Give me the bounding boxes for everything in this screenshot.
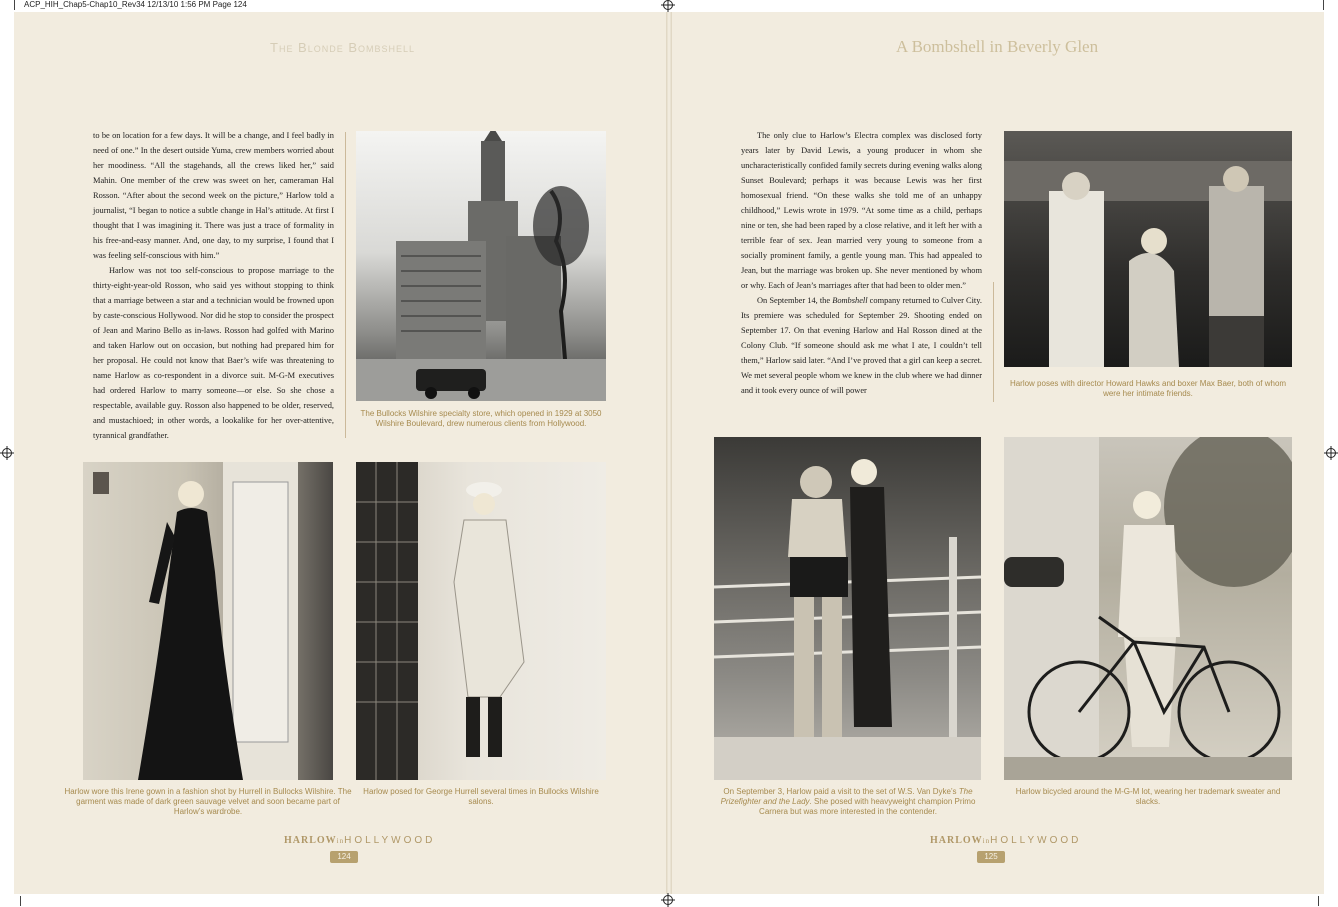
footer-brand-main-left: HARLOW	[284, 835, 337, 846]
right-body-text	[741, 128, 982, 398]
caption-boxing-before: On September 3, Harlow paid a visit to the set of W.S. Van Dyke’s	[723, 787, 957, 796]
footer-brand-in-left: in	[336, 837, 345, 845]
right-paragraph-2-after: company returned to Culver City. Its premiere was scheduled for September 29. Shooting ended on September 17. On that evening Harlow and Hal Rosson dined at the Colony Club. “If someone should ask me what I ate, I couldn’t tell them,” Harlow said later. “And I’ve proved that a girl can keep a secret. We met several people whom we knew in the club where we had dinner and it took every ounce of will power	[741, 296, 982, 395]
caption-boxing	[712, 787, 984, 817]
running-head-right: A Bombshell in Beverly Glen	[896, 37, 1099, 56]
column-rule-right	[993, 282, 994, 402]
caption-gown: Harlow wore this Irene gown in a fashion shot by Hurrell in Bullocks Wilshire. The garment was made of dark green sauvage velvet and soon became part of Harlow’s wardrobe.	[64, 787, 352, 816]
footer-brand-in-right: in	[982, 837, 991, 845]
footer-brand-left	[284, 835, 435, 846]
left-body-text	[93, 128, 334, 443]
registration-mark-top	[661, 0, 675, 12]
photo-hawks-baer	[1004, 131, 1292, 367]
folio-left: 124	[330, 851, 358, 863]
registration-mark-left	[0, 446, 14, 460]
right-paragraph-2-before: On September 14, the	[757, 296, 833, 305]
caption-boxing-after: . She posed with heavyweight champion Primo Carnera but was more interested in the contender.	[759, 797, 976, 816]
photo-trench-coat	[356, 462, 606, 780]
crop-mark-bottom-right	[1318, 896, 1319, 906]
photo-irene-gown	[83, 462, 333, 780]
print-slug: ACP_HIH_Chap5-Chap10_Rev34 12/13/10 1:56 PM Page 124	[24, 0, 247, 9]
caption-bicycle: Harlow bicycled around the M-G-M lot, wearing her trademark sweater and slacks.	[1015, 787, 1281, 806]
trench-coat-illustration	[356, 462, 606, 780]
photo-bullocks-wilshire	[356, 131, 606, 401]
caption-bullocks: The Bullocks Wilshire specialty store, which opened in 1929 at 3050 Wilshire Boulevard, drew numerous clients from Hollywood.	[360, 409, 602, 428]
bicycle-illustration	[1004, 437, 1292, 780]
film-title-bombshell: Bombshell	[832, 296, 868, 305]
caption-hawks: Harlow poses with director Howard Hawks and boxer Max Baer, both of whom were her intimate friends.	[1009, 379, 1287, 398]
gown-illustration	[83, 462, 333, 780]
hawks-baer-illustration	[1004, 131, 1292, 367]
photo-boxing-ring	[714, 437, 981, 780]
running-head-left: The Blonde Bombshell	[270, 40, 416, 55]
spine-gutter	[666, 12, 672, 894]
crop-mark-bottom-left	[20, 896, 21, 906]
registration-mark-bottom	[661, 893, 675, 907]
folio-right: 125	[977, 851, 1005, 863]
crop-mark-top-left	[14, 0, 15, 10]
photo-bicycle	[1004, 437, 1292, 780]
caption-trench: Harlow posed for George Hurrell several times in Bullocks Wilshire salons.	[363, 787, 599, 806]
boxing-ring-illustration	[714, 437, 981, 780]
footer-brand-place-left: HOLLYWOOD	[344, 835, 436, 846]
left-paragraph-2: Harlow was not too self-conscious to propose marriage to the thirty-eight-year-old Rosson, who said yes without stopping to think that a marriage between a star and a technician would be frowned upon by caste-conscious Hollywood. Nor did he stop to consider the prospect of Jean and Marino Bello as in-laws. Rosson had golfed with Marino and taken Harlow out on occasion, but nothing had prepared him for her proposal. He could not know that Baer’s wife was threatening to name Harlow as co-respondent in a divorce suit. M-G-M executives had ordered Harlow to marry someone—or else. So she chose a respectable, available guy. Rosson also happened to be older, reserved, and mustachioed; in other words, a lookalike for her over-attentive, tyrannical grandfather.	[93, 266, 334, 440]
footer-brand-main-right: HARLOW	[930, 835, 983, 846]
left-paragraph-1: to be on location for a few days. It will be a change, and I feel badly in need of one.” In the desert outside Yuma, crew members worried about her moodiness. “All the stagehands, all the crews liked her,” said Mahin. One member of the crew was sweet on her, cameraman Hal Rosson. “After about the second week on the picture,” Harlow told a journalist, “I began to notice a subtle change in Hal’s attitude. At first I thought that I was imagining it. There was just a trace of formality in his free-and-easy manner. And, one day, to my surprise, I found that I was feeling self-conscious with him.”	[93, 131, 334, 260]
column-rule-left	[345, 132, 346, 438]
registration-mark-right	[1324, 446, 1338, 460]
footer-brand-right	[930, 835, 1081, 846]
bullocks-tower-illustration	[356, 131, 606, 401]
film-title-prizefighter: The Prizefighter and the Lady	[720, 787, 973, 806]
right-paragraph-2	[741, 293, 982, 398]
footer-brand-place-right: HOLLYWOOD	[990, 835, 1082, 846]
right-paragraph-1: The only clue to Harlow’s Electra complex was disclosed forty years later by David Lewis, a young producer in whom she uncharacteristically confided family secrets during evening walks along Sunset Boulevard; perhaps it was because Lewis was her first homosexual friend. “On these walks she told me of an unhappy childhood,” Lewis wrote in 1979. “At some time as a child, perhaps nine or ten, she had been raped by a close relative, and it left her with a terrible fear of sex. Jean married very young to someone from a socially prominent family, a gentle young man. This had appealed to Jean, but the marriage was broken up. She never mentioned by whom or why. Each of Jean’s marriages after that had been to older men.”	[741, 131, 982, 290]
crop-mark-top-right	[1323, 0, 1324, 10]
